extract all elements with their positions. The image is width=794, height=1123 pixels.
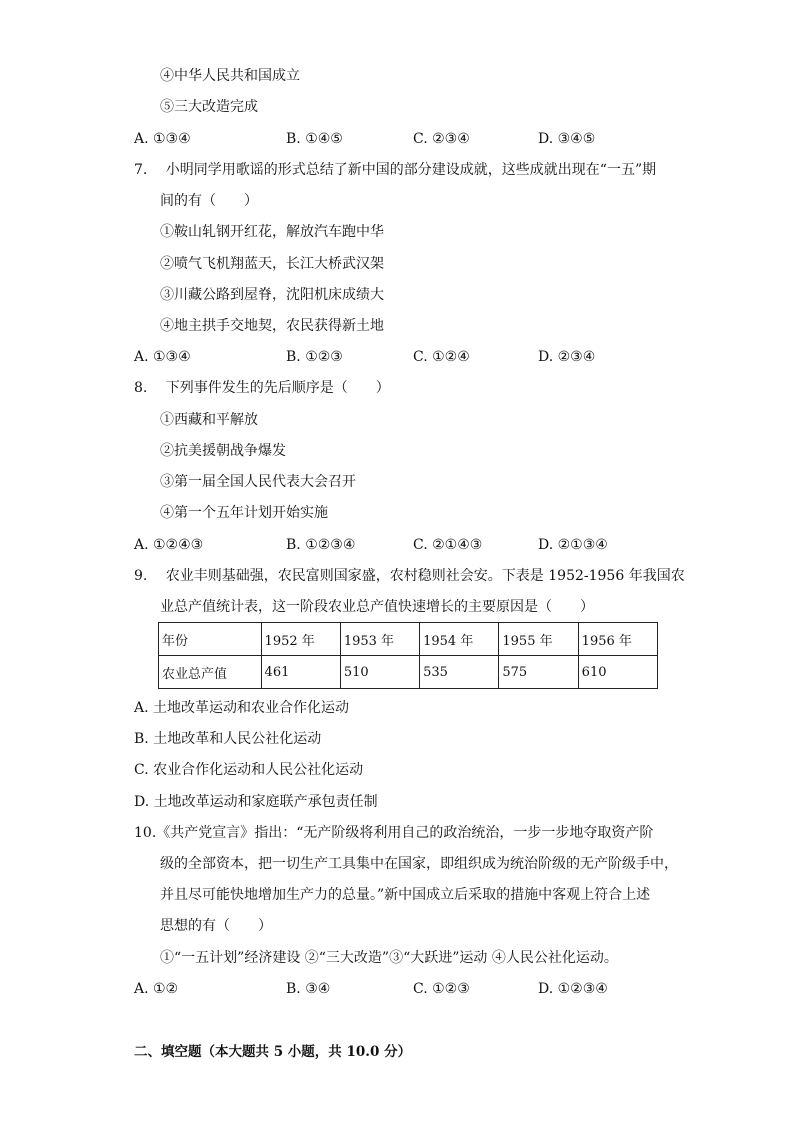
agri-output-table (158, 622, 658, 689)
q10-option-d: D. ①②③④ (538, 981, 608, 997)
table-cell: 510 (340, 656, 419, 689)
q10-option-b: B. ③④ (286, 981, 331, 997)
q8-option-b: B. ①②③④ (286, 537, 356, 553)
q8-item-4: ④第一个五年计划开始实施 (160, 505, 328, 521)
table-row (159, 656, 658, 689)
q10-stem-line4: 思想的有（ ） (160, 918, 272, 934)
q7-stem-line2: 间的有（ ） (160, 193, 258, 209)
q6-option-a: A. ①③④ (134, 131, 191, 147)
q10-stem-line1: 10.《共产党宣言》指出：“无产阶级将利用自己的政治统治，一步一步地夺取资产阶 (134, 825, 654, 841)
q10-stem-line2: 级的全部资本，把一切生产工具集中在国家，即组织成为统治阶级的无产阶级手中， (160, 856, 678, 872)
q8-item-1: ①西藏和平解放 (160, 412, 258, 428)
q7-stem-line1: 7. 小明同学用歌谣的形式总结了新中国的部分建设成就，这些成就出现在“一五”期 (134, 162, 657, 178)
table-cell: 610 (578, 656, 657, 689)
q10-items: ①“一五计划”经济建设 ②“三大改造”③“大跃进”运动 ④人民公社化运动。 (160, 950, 618, 966)
q6-item-5: ⑤三大改造完成 (160, 99, 258, 115)
q8-item-2: ②抗美援朝战争爆发 (160, 443, 286, 459)
q8-stem: 8. 下列事件发生的先后顺序是（ ） (134, 380, 390, 396)
q6-option-b: B. ①④⑤ (286, 131, 343, 147)
q7-item-1: ①鞍山轧钢开红花，解放汽车跑中华 (160, 224, 384, 240)
q7-option-d: D. ②③④ (538, 349, 596, 365)
section-2-title: 二、填空题（本大题共 5 小题，共 10.0 分） (134, 1044, 412, 1060)
table-cell: 1956 年 (578, 623, 657, 656)
table-cell: 575 (499, 656, 578, 689)
q9-option-c: C. 农业合作化运动和人民公社化运动 (134, 762, 364, 778)
table-cell: 1952 年 (261, 623, 340, 656)
table-cell: 461 (261, 656, 340, 689)
q7-item-4: ④地主拱手交地契，农民获得新土地 (160, 318, 384, 334)
q10-option-a: A. ①② (134, 981, 179, 997)
q9-option-b: B. 土地改革和人民公社化运动 (134, 731, 322, 747)
table-cell: 年份 (159, 623, 262, 656)
table-cell: 535 (420, 656, 499, 689)
table-cell: 1955 年 (499, 623, 578, 656)
q7-option-a: A. ①③④ (134, 349, 191, 365)
q9-option-a: A. 土地改革运动和农业合作化运动 (134, 700, 350, 716)
table-cell: 1953 年 (340, 623, 419, 656)
q7-item-3: ③川藏公路到屋脊，沈阳机床成绩大 (160, 287, 384, 303)
q6-option-c: C. ②③④ (413, 131, 470, 147)
q10-option-c: C. ①②③ (413, 981, 470, 997)
q8-item-3: ③第一届全国人民代表大会召开 (160, 474, 356, 490)
q8-option-c: C. ②①④③ (413, 537, 483, 553)
q8-option-a: A. ①②④③ (134, 537, 204, 553)
q10-stem-line3: 并且尽可能快地增加生产力的总量。”新中国成立后采取的措施中客观上符合上述 (160, 887, 651, 903)
q9-stem-line2: 业总产值统计表，这一阶段农业总产值快速增长的主要原因是（ ） (160, 599, 594, 615)
q6-option-d: D. ③④⑤ (538, 131, 596, 147)
q7-option-b: B. ①②③ (286, 349, 343, 365)
table-header-row (159, 623, 658, 656)
q7-option-c: C. ①②④ (413, 349, 470, 365)
q7-item-2: ②喷气飞机翔蓝天，长江大桥武汉架 (160, 256, 384, 272)
q6-item-4: ④中华人民共和国成立 (160, 68, 300, 84)
q8-option-d: D. ②①③④ (538, 537, 608, 553)
table-cell: 农业总产值 (159, 656, 262, 689)
table-cell: 1954 年 (420, 623, 499, 656)
q9-option-d: D. 土地改革运动和家庭联产承包责任制 (134, 794, 378, 810)
q9-stem-line1: 9. 农业丰则基础强，农民富则国家盛，农村稳则社会安。下表是 1952-1956 年我国农 (134, 568, 685, 584)
